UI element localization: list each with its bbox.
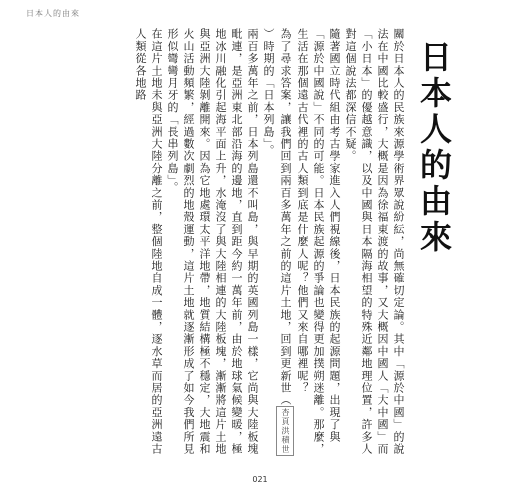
stamp-label: 杏頁洪積世 <box>276 406 294 456</box>
chapter-title: 日本人的由來 <box>415 40 453 256</box>
paragraph-2: 隨著國立時代組由考古學家進入人們視線後，日本民族的起源問題，出現了與「源於中國說」不同的可能。日本民族起源的爭論也變得更加撲朔迷離。那麼，生活在那個遠古代裡的古人類到底是什麼人呢？他們又來自哪裡呢？ <box>296 28 341 455</box>
running-head: 日本人的由來 <box>26 9 80 18</box>
paragraph-3-end: ）時期的「日本列島」。 <box>262 28 275 157</box>
page-number: 021 <box>252 475 268 484</box>
paragraph-3-start: 為了尋求答案，讓我們回到兩百多萬年之前的這片土地，回到更新世（ <box>279 28 292 407</box>
paragraph-5: 在這片土地未與亞洲大陸分離之前，整個陸地自成一體，逐水草而居的亞洲遠古人類從各地路 <box>134 28 163 455</box>
paragraph-1: 關於日本人的民族來源學術界眾說紛紜，尚無確切定論。其中「源於中國」的說法在中國比較盛行，大概是因為徐福東渡的故事，又大概因中國人「大中國」而「小日本」的優越意識，以及中國與日本隔海相望的特殊近鄰地理位置，許多人對這個說法都深信不疑。 <box>344 28 405 455</box>
body-text <box>26 28 406 460</box>
paragraph-4: 兩百多萬年之前，日本列島還不叫島，與早期的英國列島一樣，它尚與大陸板塊毗連，是亞洲東北部沿海的邊地，直到距今約一萬年前，由於地球氣候變暖，極地冰川融化引起海平面上升，水淹沒了與大陸相連的大陸板塊，漸漸將這片土地與亞洲大陸剝離開來。因為它地處環太平洋地帶，地質結構極不穩定，大地震和火山活動頻繁，經過數次劇烈的地殼運動，這片土地就逐漸形成了如今我們所見形似彎彎月牙的「長串列島」。 <box>166 28 259 455</box>
paragraph-3 <box>260 28 294 460</box>
